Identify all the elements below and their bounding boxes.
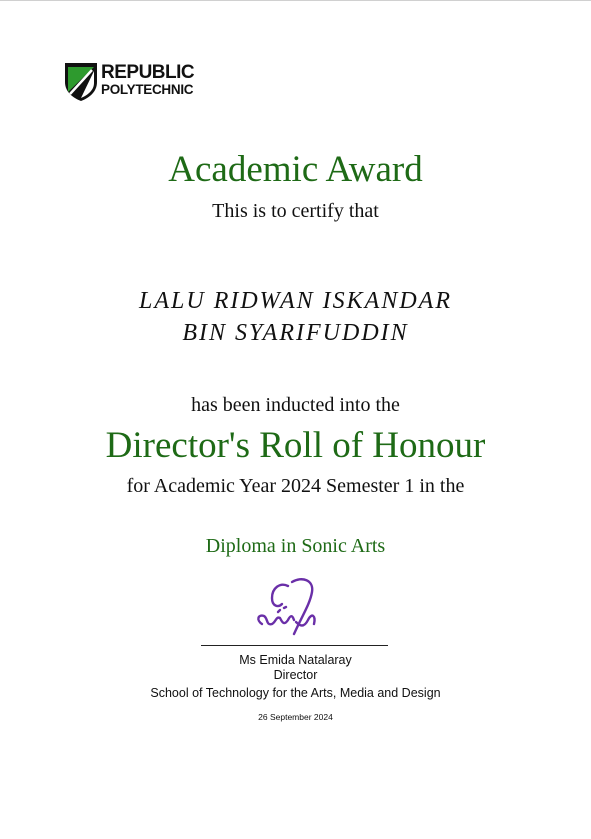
signature-line [201, 645, 388, 646]
republic-polytechnic-logo [64, 62, 204, 102]
recipient-name-line2: BIN SYARIFUDDIN [182, 320, 409, 346]
issue-date: 26 September 2024 [258, 712, 333, 722]
logo-text-republic: REPUBLIC [101, 62, 195, 83]
academic-term-text: for Academic Year 2024 Semester 1 in the [126, 475, 465, 497]
inducted-text: has been inducted into the [191, 394, 400, 416]
director-signature [250, 574, 330, 642]
honour-title: Director's Roll of Honour [105, 425, 486, 466]
top-border [0, 0, 591, 1]
signatory-school: School of Technology for the Arts, Media and Design [150, 686, 441, 700]
signatory-role: Director [273, 668, 318, 682]
logo-text-polytechnic: POLYTECHNIC [101, 82, 194, 97]
diploma-name: Diploma in Sonic Arts [205, 535, 386, 557]
republic-polytechnic-shield-icon [64, 62, 98, 102]
certify-text: This is to certify that [212, 200, 379, 222]
recipient-name-line1: LALU RIDWAN ISKANDAR [139, 288, 452, 314]
award-title: Academic Award [168, 149, 423, 190]
signatory-name: Ms Emida Natalaray [239, 653, 352, 667]
